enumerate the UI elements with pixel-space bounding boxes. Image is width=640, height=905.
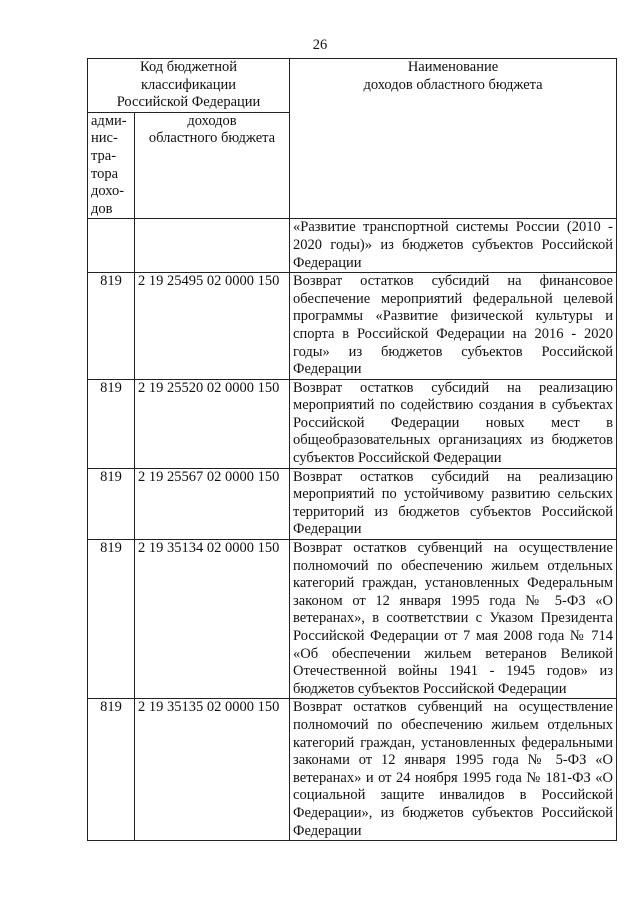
- header-income-line: областного бюджета: [148, 130, 276, 147]
- header-group-line: Российской Федерации: [116, 94, 261, 111]
- income-description-cell: Возврат остатков субвенций на осуществление полномочий по обеспечению жильем отдельных категорий граждан, установленных Федеральным законом от 12 января 1995 года № 5-ФЗ «О ветеранах», в соответствии с Указом Президента Российской Федерации от 7 мая 2008 года № 714 «Об обеспечении жильем ветеранов Великой Отечественной войны 1941 - 1945 годов» из бюджетов субъектов Российской Федерации: [290, 540, 617, 699]
- income-description-cell: Возврат остатков субвенций на осуществление полномочий по обеспечению жильем отдельных категорий граждан, установленных федеральными законами от 12 января 1995 года № 5-ФЗ «О ветеранах» и от 24 ноября 1995 года № 181-ФЗ «О социальной защите инвалидов в Российской Федерации», из бюджетов субъектов Российской Федерации: [290, 699, 617, 841]
- admin-code-cell: [88, 219, 135, 273]
- admin-code-cell: 819: [88, 379, 135, 468]
- income-description-cell: Возврат остатков субсидий на реализацию мероприятий по устойчивому развитию сельских территорий из бюджетов субъектов Российской Федерации: [290, 468, 617, 539]
- income-description-cell: Возврат остатков субсидий на финансовое обеспечение мероприятий федеральной целевой программы «Развитие физической культуры и спорта в Российской Федерации на 2016 - 2020 годы» из бюджетов субъектов Российской Федерации: [290, 273, 617, 380]
- income-description-cell: Возврат остатков субсидий на реализацию мероприятий по содействию создания в субъектах Российской Федерации новых мест в общеобразовательных организациях из бюджетов субъектов Российской Федерации: [290, 379, 617, 468]
- header-admin-line: адми-: [91, 112, 127, 129]
- header-income-line: доходов: [187, 112, 237, 129]
- admin-code-cell: 819: [88, 540, 135, 699]
- page-number: 26: [312, 37, 328, 53]
- budget-classification-table: [87, 58, 617, 841]
- header-admin-line: дов: [91, 200, 113, 217]
- table-row: [88, 219, 617, 273]
- income-code-cell: 2 19 25495 02 0000 150: [135, 273, 290, 380]
- header-group-line: Код бюджетной: [140, 59, 238, 75]
- income-code-cell: 2 19 35135 02 0000 150: [135, 699, 290, 841]
- admin-code-cell: 819: [88, 468, 135, 539]
- header-admin-line: тора: [91, 165, 119, 182]
- income-code-cell: 2 19 35134 02 0000 150: [135, 540, 290, 699]
- header-admin-line: дохо-: [91, 183, 125, 200]
- admin-code-cell: 819: [88, 273, 135, 380]
- header-regional-income: [135, 112, 290, 219]
- header-admin-line: тра-: [91, 147, 117, 164]
- table-row: [88, 468, 617, 539]
- table-row: [88, 273, 617, 380]
- header-name-line: доходов областного бюджета: [363, 76, 543, 93]
- header-income-name: [290, 59, 617, 219]
- income-code-cell: 2 19 25520 02 0000 150: [135, 379, 290, 468]
- income-description-cell: «Развитие транспортной системы России (2010 - 2020 годы)» из бюджетов субъектов Российской Федерации: [290, 219, 617, 273]
- admin-code-cell: 819: [88, 699, 135, 841]
- header-admin-line: нис-: [91, 130, 118, 147]
- table-row: [88, 540, 617, 699]
- income-code-cell: [135, 219, 290, 273]
- header-name-line: Наименование: [407, 59, 499, 75]
- header-budget-classification-code: [88, 59, 290, 113]
- header-group-line: классификации: [140, 76, 237, 93]
- header-income-administrator: [88, 112, 135, 219]
- header-row-top: [88, 59, 617, 113]
- table-row: [88, 379, 617, 468]
- income-code-cell: 2 19 25567 02 0000 150: [135, 468, 290, 539]
- table-row: [88, 699, 617, 841]
